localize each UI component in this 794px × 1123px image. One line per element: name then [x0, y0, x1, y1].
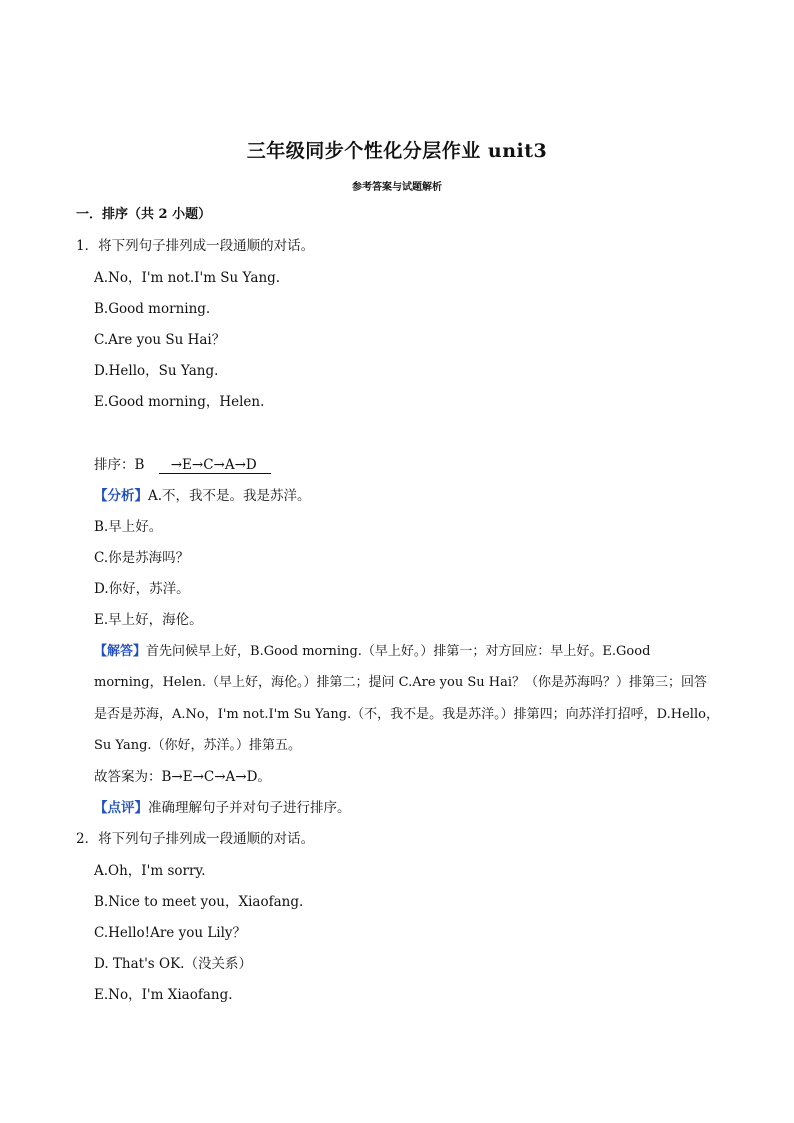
q2-option-a: A.Oh，I'm sorry.: [94, 863, 206, 879]
q1-analysis-line: [94, 487, 311, 505]
section-heading: 一．排序（共 2 小题）: [76, 207, 212, 222]
q2-option-b: B.Nice to meet you，Xiaofang.: [94, 894, 304, 910]
q1-option-e: E.Good morning，Helen.: [94, 394, 265, 410]
question-2-stem: 2．将下列句子排列成一段通顺的对话。: [76, 831, 315, 847]
analysis-text-a: A.不，我不是。我是苏洋。: [148, 488, 311, 504]
question-1-stem: 1．将下列句子排列成一段通顺的对话。: [76, 238, 315, 254]
answer-text-1: 首先问候早上好，B.Good morning.（早上好。）排第一；对方回应：早上好。E.Good: [146, 644, 651, 659]
answer-tag: 【解答】: [94, 644, 147, 659]
analysis-text-b: B.早上好。: [94, 519, 163, 535]
q2-option-c: C.Hello!Are you Lily？: [94, 925, 247, 941]
q1-order-line: [94, 456, 271, 474]
q1-comment-line: [94, 799, 351, 817]
q2-option-d: D. That's OK.（没关系）: [94, 956, 252, 972]
page-subtitle: 参考答案与试题解析: [352, 182, 442, 193]
analysis-text-d: D.你好，苏洋。: [94, 581, 190, 597]
page-title: 三年级同步个性化分层作业 unit3: [246, 140, 548, 162]
analysis-tag: 【分析】: [94, 488, 148, 504]
q1-option-d: D.Hello，Su Yang.: [94, 363, 219, 379]
q2-option-e: E.No，I'm Xiaofang.: [94, 987, 233, 1003]
answer-text-2: morning，Helen.（早上好，海伦。）排第二；提问 C.Are you Su Hai？（你是苏海吗？）排第三；回答: [94, 675, 707, 690]
q1-answer-line-1: [94, 643, 650, 661]
q1-order-blank: →E→C→A→D: [159, 457, 271, 474]
analysis-text-e: E.早上好，海伦。: [94, 612, 203, 628]
q1-option-a: A.No，I'm not.I'm Su Yang.: [94, 270, 281, 286]
q1-option-c: C.Are you Su Hai？: [94, 332, 226, 348]
q1-order-label: 排序：B: [94, 457, 145, 473]
analysis-text-c: C.你是苏海吗？: [94, 550, 190, 566]
comment-tag: 【点评】: [94, 800, 148, 816]
comment-text: 准确理解句子并对句子进行排序。: [148, 800, 351, 816]
answer-text-3: 是否是苏海，A.No，I'm not.I'm Su Yang.（不，我不是。我是苏洋。）排第四；向苏洋打招呼，D.Hello，: [94, 707, 719, 722]
q1-option-b: B.Good morning.: [94, 301, 211, 317]
q1-final-answer: 故答案为：B→E→C→A→D。: [94, 769, 271, 785]
answer-text-4: Su Yang.（你好，苏洋。）排第五。: [94, 738, 302, 753]
